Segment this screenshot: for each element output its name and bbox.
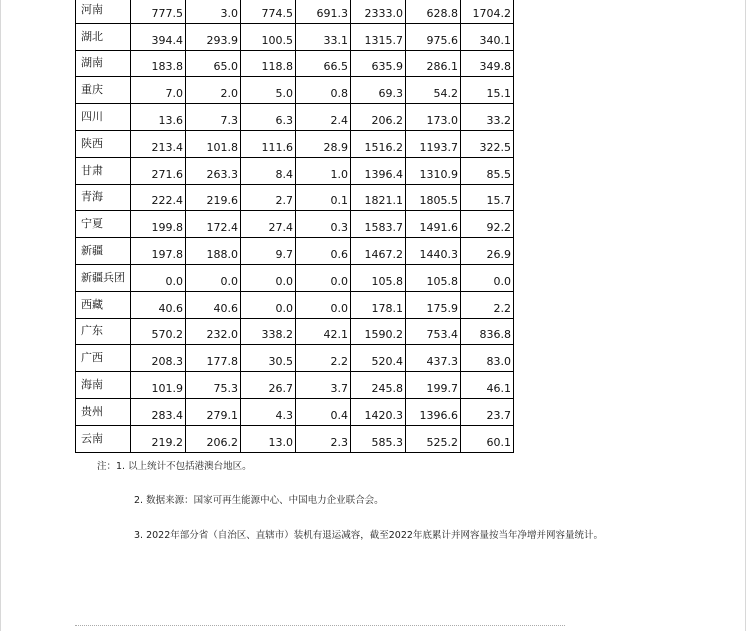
region-name-cell: 海南 <box>76 372 131 399</box>
value-cell: 15.7 <box>461 184 514 211</box>
value-cell: 197.8 <box>131 238 186 265</box>
value-cell: 0.6 <box>296 238 351 265</box>
region-name-cell: 新疆兵团 <box>76 264 131 291</box>
value-cell: 1193.7 <box>406 130 461 157</box>
value-cell: 271.6 <box>131 157 186 184</box>
value-cell: 585.3 <box>351 425 406 452</box>
value-cell: 570.2 <box>131 318 186 345</box>
value-cell: 54.2 <box>406 77 461 104</box>
value-cell: 183.8 <box>131 50 186 77</box>
value-cell: 30.5 <box>241 345 296 372</box>
value-cell: 111.6 <box>241 130 296 157</box>
table-row <box>76 264 514 291</box>
value-cell: 1704.2 <box>461 0 514 23</box>
value-cell: 199.8 <box>131 211 186 238</box>
value-cell: 8.4 <box>241 157 296 184</box>
value-cell: 774.5 <box>241 0 296 23</box>
value-cell: 2.4 <box>296 104 351 131</box>
value-cell: 0.0 <box>131 264 186 291</box>
value-cell: 105.8 <box>351 264 406 291</box>
value-cell: 75.3 <box>186 372 241 399</box>
value-cell: 100.5 <box>241 23 296 50</box>
table-row <box>76 104 514 131</box>
value-cell: 2.0 <box>186 77 241 104</box>
value-cell: 118.8 <box>241 50 296 77</box>
footer-divider <box>75 625 565 626</box>
value-cell: 394.4 <box>131 23 186 50</box>
table-row <box>76 425 514 452</box>
region-name-cell: 河南 <box>76 0 131 23</box>
value-cell: 188.0 <box>186 238 241 265</box>
value-cell: 0.8 <box>296 77 351 104</box>
region-name-cell: 重庆 <box>76 77 131 104</box>
value-cell: 1420.3 <box>351 398 406 425</box>
value-cell: 1583.7 <box>351 211 406 238</box>
value-cell: 1440.3 <box>406 238 461 265</box>
value-cell: 206.2 <box>186 425 241 452</box>
value-cell: 836.8 <box>461 318 514 345</box>
value-cell: 283.4 <box>131 398 186 425</box>
value-cell: 975.6 <box>406 23 461 50</box>
value-cell: 0.0 <box>241 264 296 291</box>
value-cell: 7.0 <box>131 77 186 104</box>
value-cell: 23.7 <box>461 398 514 425</box>
region-name-cell: 广西 <box>76 345 131 372</box>
value-cell: 1.0 <box>296 157 351 184</box>
value-cell: 245.8 <box>351 372 406 399</box>
table-row <box>76 372 514 399</box>
value-cell: 4.3 <box>241 398 296 425</box>
value-cell: 1805.5 <box>406 184 461 211</box>
table-row <box>76 157 514 184</box>
value-cell: 1315.7 <box>351 23 406 50</box>
region-name-cell: 湖北 <box>76 23 131 50</box>
value-cell: 105.8 <box>406 264 461 291</box>
value-cell: 219.2 <box>131 425 186 452</box>
value-cell: 101.8 <box>186 130 241 157</box>
region-name-cell: 宁夏 <box>76 211 131 238</box>
table-row <box>76 318 514 345</box>
value-cell: 0.0 <box>241 291 296 318</box>
value-cell: 293.9 <box>186 23 241 50</box>
value-cell: 635.9 <box>351 50 406 77</box>
value-cell: 0.0 <box>296 264 351 291</box>
table-row <box>76 291 514 318</box>
value-cell: 1467.2 <box>351 238 406 265</box>
value-cell: 5.0 <box>241 77 296 104</box>
value-cell: 525.2 <box>406 425 461 452</box>
value-cell: 1516.2 <box>351 130 406 157</box>
value-cell: 13.0 <box>241 425 296 452</box>
note-2: 2. 数据来源：国家可再生能源中心、中国电力企业联合会。 <box>134 495 384 506</box>
value-cell: 206.2 <box>351 104 406 131</box>
region-name-cell: 广东 <box>76 318 131 345</box>
value-cell: 1491.6 <box>406 211 461 238</box>
value-cell: 338.2 <box>241 318 296 345</box>
table-row <box>76 345 514 372</box>
value-cell: 175.9 <box>406 291 461 318</box>
value-cell: 1590.2 <box>351 318 406 345</box>
value-cell: 199.7 <box>406 372 461 399</box>
value-cell: 85.5 <box>461 157 514 184</box>
value-cell: 27.4 <box>241 211 296 238</box>
table-row <box>76 398 514 425</box>
value-cell: 13.6 <box>131 104 186 131</box>
page-left-edge <box>0 0 1 631</box>
table-row <box>76 77 514 104</box>
region-name-cell: 贵州 <box>76 398 131 425</box>
value-cell: 777.5 <box>131 0 186 23</box>
value-cell: 60.1 <box>461 425 514 452</box>
value-cell: 213.4 <box>131 130 186 157</box>
value-cell: 0.0 <box>186 264 241 291</box>
value-cell: 40.6 <box>131 291 186 318</box>
region-name-cell: 青海 <box>76 184 131 211</box>
region-name-cell: 四川 <box>76 104 131 131</box>
capacity-table <box>75 0 514 453</box>
note-1: 注：1. 以上统计不包括港澳台地区。 <box>97 461 252 472</box>
value-cell: 178.1 <box>351 291 406 318</box>
value-cell: 753.4 <box>406 318 461 345</box>
table-row <box>76 238 514 265</box>
value-cell: 3.0 <box>186 0 241 23</box>
value-cell: 349.8 <box>461 50 514 77</box>
value-cell: 0.1 <box>296 184 351 211</box>
value-cell: 222.4 <box>131 184 186 211</box>
table-row <box>76 130 514 157</box>
value-cell: 9.7 <box>241 238 296 265</box>
value-cell: 0.0 <box>296 291 351 318</box>
region-name-cell: 湖南 <box>76 50 131 77</box>
table-row <box>76 23 514 50</box>
value-cell: 83.0 <box>461 345 514 372</box>
table-body <box>76 0 514 452</box>
value-cell: 1821.1 <box>351 184 406 211</box>
value-cell: 33.2 <box>461 104 514 131</box>
value-cell: 42.1 <box>296 318 351 345</box>
value-cell: 173.0 <box>406 104 461 131</box>
value-cell: 2.7 <box>241 184 296 211</box>
page-right-edge <box>745 0 746 631</box>
value-cell: 322.5 <box>461 130 514 157</box>
value-cell: 0.0 <box>461 264 514 291</box>
value-cell: 28.9 <box>296 130 351 157</box>
value-cell: 3.7 <box>296 372 351 399</box>
value-cell: 177.8 <box>186 345 241 372</box>
value-cell: 26.9 <box>461 238 514 265</box>
value-cell: 437.3 <box>406 345 461 372</box>
value-cell: 2333.0 <box>351 0 406 23</box>
value-cell: 0.4 <box>296 398 351 425</box>
region-name-cell: 甘肃 <box>76 157 131 184</box>
note-3: 3. 2022年部分省（自治区、直辖市）装机有退运减容，截至2022年底累计并网容量按当年净增并网容量统计。 <box>134 530 603 541</box>
value-cell: 286.1 <box>406 50 461 77</box>
value-cell: 101.9 <box>131 372 186 399</box>
value-cell: 340.1 <box>461 23 514 50</box>
value-cell: 628.8 <box>406 0 461 23</box>
table-row <box>76 0 514 23</box>
region-name-cell: 新疆 <box>76 238 131 265</box>
value-cell: 92.2 <box>461 211 514 238</box>
value-cell: 520.4 <box>351 345 406 372</box>
region-name-cell: 西藏 <box>76 291 131 318</box>
value-cell: 1310.9 <box>406 157 461 184</box>
data-table-container <box>75 0 514 453</box>
value-cell: 2.3 <box>296 425 351 452</box>
value-cell: 40.6 <box>186 291 241 318</box>
table-row <box>76 184 514 211</box>
region-name-cell: 云南 <box>76 425 131 452</box>
value-cell: 6.3 <box>241 104 296 131</box>
region-name-cell: 陕西 <box>76 130 131 157</box>
value-cell: 691.3 <box>296 0 351 23</box>
value-cell: 263.3 <box>186 157 241 184</box>
value-cell: 219.6 <box>186 184 241 211</box>
value-cell: 26.7 <box>241 372 296 399</box>
value-cell: 65.0 <box>186 50 241 77</box>
table-row <box>76 211 514 238</box>
value-cell: 15.1 <box>461 77 514 104</box>
value-cell: 69.3 <box>351 77 406 104</box>
value-cell: 1396.4 <box>351 157 406 184</box>
value-cell: 7.3 <box>186 104 241 131</box>
table-row <box>76 50 514 77</box>
value-cell: 172.4 <box>186 211 241 238</box>
value-cell: 0.3 <box>296 211 351 238</box>
value-cell: 208.3 <box>131 345 186 372</box>
value-cell: 232.0 <box>186 318 241 345</box>
value-cell: 46.1 <box>461 372 514 399</box>
value-cell: 33.1 <box>296 23 351 50</box>
value-cell: 1396.6 <box>406 398 461 425</box>
value-cell: 279.1 <box>186 398 241 425</box>
value-cell: 66.5 <box>296 50 351 77</box>
value-cell: 2.2 <box>296 345 351 372</box>
value-cell: 2.2 <box>461 291 514 318</box>
